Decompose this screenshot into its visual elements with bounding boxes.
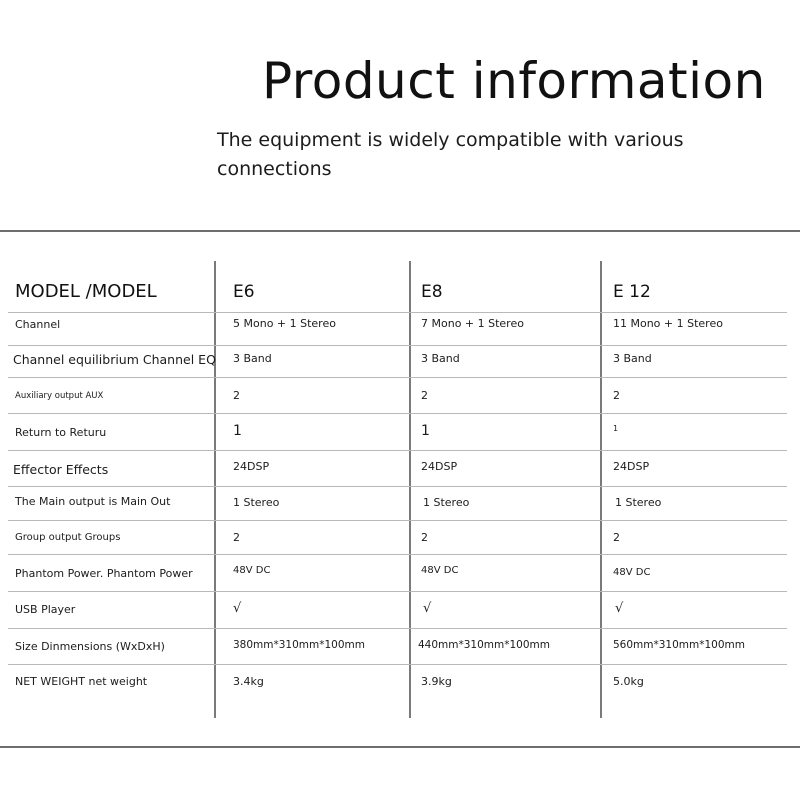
row-label: Phantom Power. Phantom Power: [15, 567, 193, 580]
cell-e6: 2: [233, 389, 240, 402]
cell-e8: 3.9kg: [421, 675, 452, 688]
row-label: Auxiliary output AUX: [15, 391, 104, 401]
row-label: Group output Groups: [15, 532, 121, 543]
row-label: Return to Returu: [15, 426, 107, 439]
table-header-model: MODEL /MODEL: [15, 281, 157, 302]
cell-e12: 1 Stereo: [615, 496, 662, 509]
row-divider: [8, 345, 787, 346]
cell-e8: √: [423, 601, 432, 616]
row-divider: [8, 486, 787, 487]
cell-e12: 2: [613, 389, 620, 402]
cell-e12: 5.0kg: [613, 675, 644, 688]
row-label: Effector Effects: [13, 462, 109, 477]
column-divider: [409, 261, 411, 718]
row-divider: [8, 664, 787, 665]
cell-e8: 3 Band: [421, 352, 460, 365]
cell-e6: 24DSP: [233, 460, 270, 473]
row-label: Channel equilibrium Channel EQ: [13, 352, 216, 367]
page-title: Product information: [262, 52, 766, 110]
cell-e6: 3.4kg: [233, 675, 264, 688]
cell-e8: 2: [421, 531, 428, 544]
cell-e8: 7 Mono + 1 Stereo: [421, 317, 524, 330]
bottom-divider: [0, 746, 800, 748]
row-divider: [8, 413, 787, 414]
cell-e12: √: [615, 601, 624, 616]
cell-e12: 48V DC: [613, 567, 651, 578]
cell-e8: 48V DC: [421, 565, 459, 576]
cell-e6: 2: [233, 531, 240, 544]
cell-e8: 1: [421, 423, 430, 439]
top-divider: [0, 230, 800, 232]
cell-e6: 1 Stereo: [233, 496, 280, 509]
cell-e12: 560mm*310mm*100mm: [613, 639, 745, 651]
row-label: The Main output is Main Out: [15, 495, 171, 508]
row-label: Size Dinmensions (WxDxH): [15, 640, 165, 653]
table-header-e12: E 12: [613, 282, 651, 302]
cell-e8: 24DSP: [421, 460, 458, 473]
row-divider: [8, 312, 787, 313]
table-header-e8: E8: [421, 282, 443, 302]
cell-e12: 2: [613, 531, 620, 544]
cell-e6: 48V DC: [233, 565, 271, 576]
cell-e6: 3 Band: [233, 352, 272, 365]
row-label: NET WEIGHT net weight: [15, 675, 148, 688]
cell-e12: 11 Mono + 1 Stereo: [613, 317, 723, 330]
column-divider: [600, 261, 602, 718]
cell-e6: √: [233, 601, 242, 616]
cell-e12: 3 Band: [613, 352, 652, 365]
row-divider: [8, 377, 787, 378]
cell-e12: 1: [613, 424, 619, 433]
row-divider: [8, 554, 787, 555]
cell-e6: 5 Mono + 1 Stereo: [233, 317, 336, 330]
row-divider: [8, 450, 787, 451]
row-label: USB Player: [15, 603, 76, 616]
cell-e6: 1: [233, 423, 242, 439]
cell-e6: 380mm*310mm*100mm: [233, 639, 365, 651]
row-label: Channel: [15, 318, 61, 331]
table-header-e6: E6: [233, 282, 255, 302]
cell-e8: 440mm*310mm*100mm: [418, 639, 550, 651]
cell-e12: 24DSP: [613, 460, 650, 473]
column-divider: [214, 261, 216, 718]
row-divider: [8, 520, 787, 521]
row-divider: [8, 628, 787, 629]
page-subtitle: The equipment is widely compatible with various connections: [217, 129, 684, 180]
row-divider: [8, 591, 787, 592]
cell-e8: 2: [421, 389, 428, 402]
cell-e8: 1 Stereo: [423, 496, 470, 509]
